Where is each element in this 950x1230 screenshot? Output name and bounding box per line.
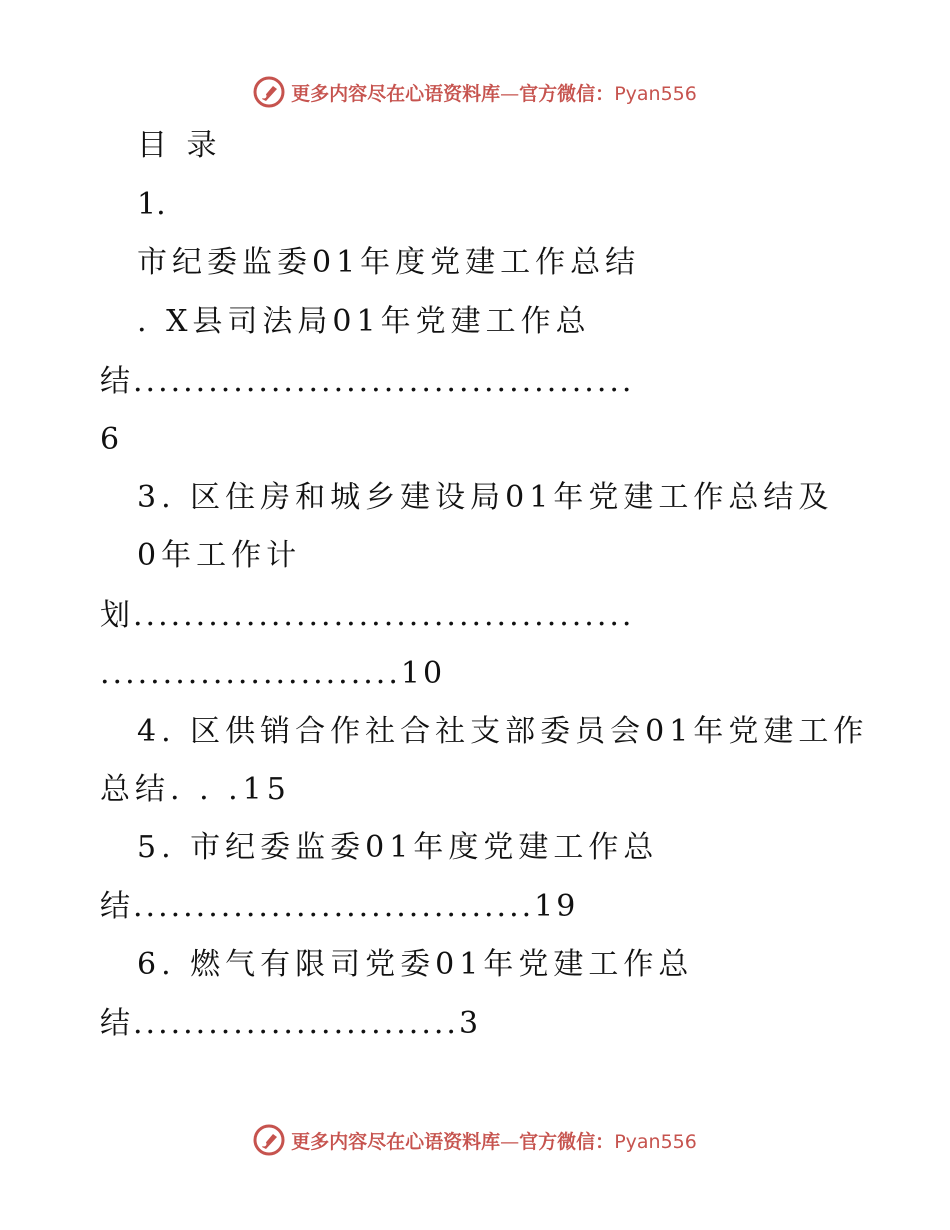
toc-line: . X县司法局01年党建工作总 [137, 304, 591, 339]
pen-circle-logo-icon [253, 76, 285, 108]
banner-text [291, 1127, 697, 1154]
banner-dash: — [500, 82, 520, 105]
pen-circle-logo-icon [253, 1124, 285, 1156]
banner-official-label: 官方微信： [519, 82, 615, 105]
toc-line: 划........................................ [100, 598, 635, 633]
banner-official-label: 官方微信： [519, 1130, 615, 1153]
toc-line: 5. 市纪委监委01年度党建工作总 [137, 830, 659, 865]
toc-line: 结........................................ [100, 364, 635, 399]
toc-line: ........................10 [100, 656, 446, 691]
banner-main-text: 更多内容尽在心语资料库 [291, 82, 501, 105]
toc-line: 结................................19 [100, 889, 579, 924]
toc-page-number: 6 [100, 422, 120, 457]
toc-line: 结..........................3 [100, 1006, 482, 1041]
banner-wechat-id: Pyan556 [614, 82, 697, 105]
toc-line: 6. 燃气有限司党委01年党建工作总 [137, 947, 694, 982]
toc-line: 总结. . .15 [100, 772, 291, 807]
banner-wechat-id: Pyan556 [614, 1130, 697, 1153]
toc-line: 市纪委监委01年度党建工作总结 [137, 245, 641, 280]
banner-main-text: 更多内容尽在心语资料库 [291, 1130, 501, 1153]
toc-line: 0年工作计 [137, 538, 302, 573]
toc-heading: 目 录 [137, 128, 222, 163]
banner-text [291, 79, 697, 106]
toc-line: 3. 区住房和城乡建设局01年党建工作总结及 [137, 480, 834, 515]
header-banner [0, 72, 950, 112]
toc-line: 1. [137, 187, 166, 222]
toc-line: 4. 区供销合作社合社支部委员会01年党建工作 [137, 714, 869, 749]
banner-dash: — [500, 1130, 520, 1153]
footer-banner [0, 1120, 950, 1160]
